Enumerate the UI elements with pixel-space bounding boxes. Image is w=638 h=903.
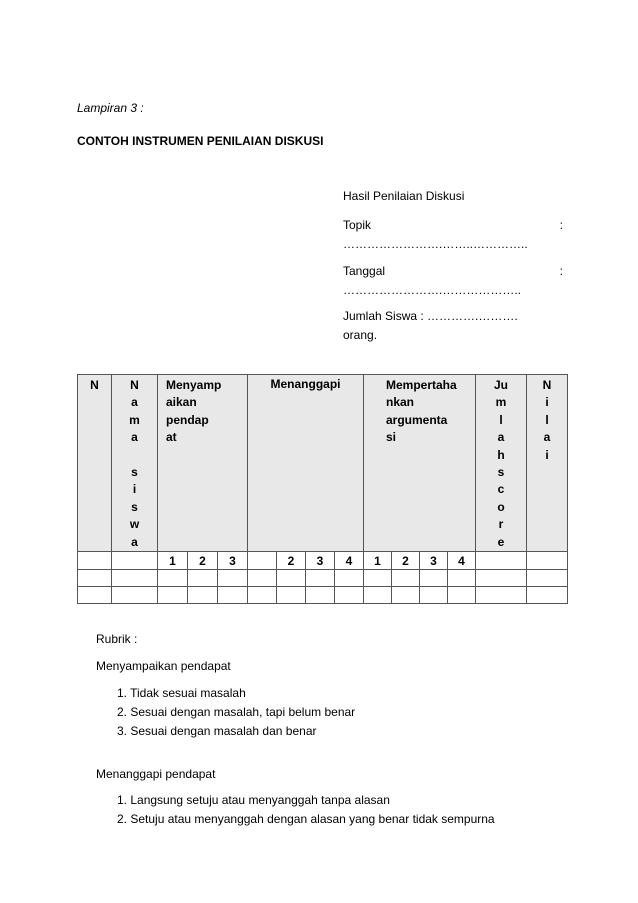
- rubric-item: 2. Setuju atau menyanggah dengan alasan yang benar tidak sempurna: [117, 812, 495, 826]
- header-no-char: N: [90, 378, 99, 392]
- header-menanggapi: Menanggapi: [248, 375, 364, 552]
- table-cell: [218, 570, 248, 587]
- header-jumlah-score: [476, 375, 527, 552]
- header-char: r: [498, 517, 504, 532]
- header-char: m: [495, 395, 507, 410]
- date-label: Tanggal: [343, 264, 386, 278]
- table-cell: [335, 587, 364, 604]
- table-cell: [527, 587, 568, 604]
- score-option: [248, 552, 277, 570]
- header-char: a: [131, 395, 138, 410]
- header-line: argumenta: [386, 412, 448, 427]
- score-option: 2: [277, 552, 306, 570]
- header-line: pendap: [166, 412, 209, 427]
- table-cell: [420, 570, 448, 587]
- header-mempertahankan: [364, 375, 476, 552]
- date-colon: :: [559, 264, 563, 278]
- header-char: s: [131, 499, 138, 514]
- student-count-unit: orang.: [343, 328, 378, 342]
- table-cell: [277, 570, 306, 587]
- header-char: i: [545, 395, 549, 410]
- score-option: 1: [158, 552, 188, 570]
- table-cell: [476, 552, 527, 570]
- header-char: l: [545, 412, 549, 427]
- table-cell: [527, 552, 568, 570]
- date-field: [343, 262, 563, 300]
- score-option: 1: [364, 552, 392, 570]
- appendix-label: Lampiran 3 :: [77, 101, 144, 115]
- header-char: s: [131, 465, 138, 480]
- table-cell: [78, 570, 112, 587]
- header-no: [78, 375, 112, 552]
- rubric-label: Rubrik :: [96, 632, 138, 646]
- header-char: Ju: [493, 378, 508, 392]
- score-option: 3: [420, 552, 448, 570]
- header-char: a: [131, 534, 138, 549]
- header-line: si: [386, 430, 397, 445]
- table-cell: [188, 587, 218, 604]
- rubric-item: 1. Tidak sesuai masalah: [117, 686, 246, 700]
- table-cell: [392, 570, 420, 587]
- table-row: [78, 570, 568, 587]
- header-char: o: [497, 499, 505, 514]
- table-cell: [448, 570, 476, 587]
- table-cell: [476, 570, 527, 587]
- assessment-table: [77, 374, 568, 604]
- score-option: 3: [218, 552, 248, 570]
- table-cell: [476, 587, 527, 604]
- header-line: at: [166, 430, 177, 445]
- student-count-text: Jumlah Siswa : ………….……….: [343, 309, 518, 323]
- topic-dots: …………………….……..…………..: [343, 237, 528, 251]
- header-char: a: [497, 430, 505, 445]
- topic-field: [343, 216, 563, 254]
- topic-colon: :: [559, 218, 563, 232]
- header-char: l: [499, 412, 503, 427]
- header-char: [112, 447, 157, 464]
- date-dots: …………………….………………..: [343, 283, 522, 297]
- score-option: 4: [448, 552, 476, 570]
- header-nilai: [527, 375, 568, 552]
- header-char: w: [129, 517, 140, 532]
- table-cell: [218, 587, 248, 604]
- result-heading: Hasil Penilaian Diskusi: [343, 189, 465, 203]
- header-char: s: [497, 465, 505, 480]
- table-cell: [112, 570, 158, 587]
- rubric-item: 1. Langsung setuju atau menyanggah tanpa alasan: [117, 793, 390, 807]
- topic-label: Topik: [343, 218, 372, 232]
- table-cell: [158, 570, 188, 587]
- rubric-item: 2. Sesuai dengan masalah, tapi belum benar: [117, 705, 356, 719]
- header-char: i: [545, 447, 549, 462]
- header-line: nkan: [386, 395, 415, 410]
- table-cell: [78, 587, 112, 604]
- table-cell: [364, 570, 392, 587]
- rubric-item: 3. Sesuai dengan masalah dan benar: [117, 724, 317, 738]
- header-char: N: [542, 378, 552, 392]
- table-header-row: [78, 375, 568, 552]
- score-option: 4: [335, 552, 364, 570]
- table-cell: [112, 552, 158, 570]
- header-line: Menyamp: [166, 378, 222, 392]
- header-char: a: [131, 430, 138, 445]
- header-char: c: [497, 482, 505, 497]
- table-cell: [277, 587, 306, 604]
- student-count-field: [343, 307, 563, 345]
- table-cell: [78, 552, 112, 570]
- table-cell: [248, 587, 277, 604]
- table-cell: [364, 587, 392, 604]
- header-char: a: [543, 430, 551, 445]
- header-line: aikan: [166, 395, 197, 410]
- table-cell: [112, 587, 158, 604]
- table-cell: [248, 570, 277, 587]
- table-cell: [420, 587, 448, 604]
- header-char: N: [130, 378, 139, 392]
- table-cell: [188, 570, 218, 587]
- table-cell: [335, 570, 364, 587]
- table-cell: [527, 570, 568, 587]
- score-option: 2: [188, 552, 218, 570]
- header-char: e: [497, 534, 505, 549]
- header-char: m: [129, 412, 140, 427]
- rubric-menyampaikan-title: Menyampaikan pendapat: [96, 659, 231, 673]
- header-nama-siswa: [112, 375, 158, 552]
- score-option: 3: [306, 552, 335, 570]
- table-row: [78, 587, 568, 604]
- table-subheader-row: [78, 552, 568, 570]
- score-option: 2: [392, 552, 420, 570]
- table-cell: [306, 587, 335, 604]
- table-cell: [392, 587, 420, 604]
- header-char: h: [497, 447, 505, 462]
- document-title: CONTOH INSTRUMEN PENILAIAN DISKUSI: [77, 134, 324, 148]
- header-char: i: [132, 482, 137, 497]
- table-cell: [448, 587, 476, 604]
- table-cell: [306, 570, 335, 587]
- header-menyampaikan: [158, 375, 248, 552]
- rubric-menanggapi-title: Menanggapi pendapat: [96, 767, 216, 781]
- table-cell: [158, 587, 188, 604]
- header-line: Mempertaha: [386, 378, 457, 392]
